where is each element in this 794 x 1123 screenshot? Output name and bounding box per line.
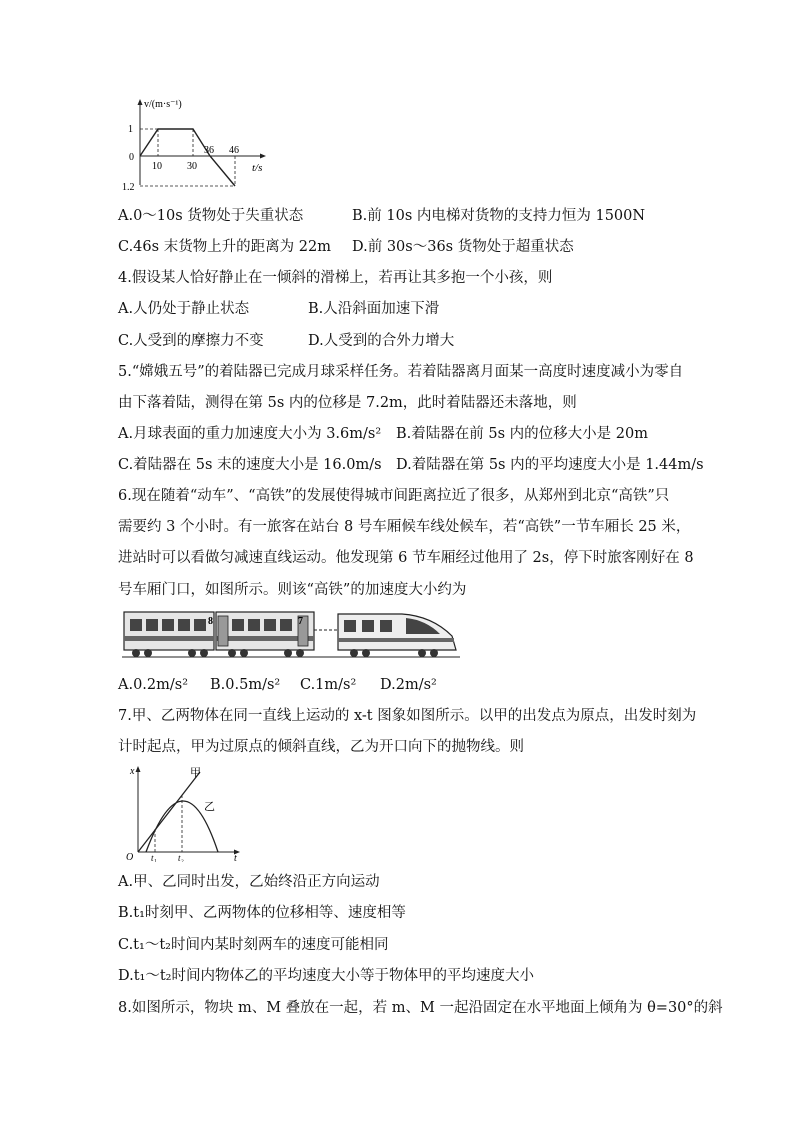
- q5-stem-line2: 由下落着陆，测得在第 5s 内的位移是 7.2m，此时着陆器还未落地，则: [118, 395, 577, 411]
- vt-tick-0: 0: [129, 152, 134, 163]
- q8-stem-line1: 8.如图所示，物块 m、M 叠放在一起，若 m、M 一起沿固定在水平地面上倾角为 θ=30°的斜: [118, 1000, 723, 1016]
- q7-option-c: C.t₁～t₂时间内某时刻两车的速度可能相同: [118, 937, 389, 953]
- xt-t1: t₁: [151, 853, 157, 862]
- vt-tick-36: 36: [204, 145, 214, 156]
- q6-option-d: D.2m/s²: [380, 677, 437, 693]
- vt-tick-1: 1: [128, 124, 133, 135]
- q5-option-b: B.着陆器在前 5s 内的位移大小是 20m: [396, 426, 648, 442]
- q5-option-d: D.着陆器在第 5s 内的平均速度大小是 1.44m/s: [396, 457, 704, 473]
- q5-option-a: A.月球表面的重力加速度大小为 3.6m/s²: [118, 426, 382, 442]
- q7-stem-line2: 计时起点，甲为过原点的倾斜直线，乙为开口向下的抛物线。则: [118, 739, 524, 755]
- q6-option-b: B.0.5m/s²: [210, 677, 281, 693]
- q7-option-d: D.t₁～t₂时间内物体乙的平均速度大小等于物体甲的平均速度大小: [118, 968, 534, 984]
- q6-option-c: C.1m/s²: [300, 677, 357, 693]
- car-label-8: 8: [208, 616, 213, 627]
- vt-tick-46: 46: [229, 145, 239, 156]
- vt-ylabel: v/(m·s⁻¹): [144, 99, 182, 110]
- q3-option-d: D.前 30s～36s 货物处于超重状态: [352, 239, 574, 255]
- vt-tick-10: 10: [152, 161, 162, 172]
- vt-graph: [118, 95, 278, 195]
- q3-option-c: C.46s 末货物上升的距离为 22m: [118, 239, 331, 255]
- q4-stem: 4.假设某人恰好静止在一倾斜的滑梯上，若再让其多抱一个小孩，则: [118, 270, 553, 286]
- vt-tick-neg: 1.2: [122, 182, 135, 193]
- xt-label-jia: 甲: [190, 767, 201, 779]
- q7-stem-line1: 7.甲、乙两物体在同一直线上运动的 x-t 图象如图所示。以甲的出发点为原点，出发时刻为: [118, 708, 697, 724]
- vt-xlabel: t/s: [252, 162, 263, 174]
- q4-option-d: D.人受到的合外力增大: [308, 333, 455, 349]
- q4-option-a: A.人仍处于静止状态: [118, 301, 250, 317]
- q6-stem-line4: 号车厢门口，如图所示。则该“高铁”的加速度大小约为: [118, 582, 467, 598]
- car-label-7: 7: [298, 616, 303, 627]
- xt-xlabel: x: [130, 766, 135, 777]
- xt-label-yi: 乙: [204, 801, 215, 813]
- vt-tick-30: 30: [187, 161, 197, 172]
- train-figure: [122, 606, 460, 666]
- q3-option-b: B.前 10s 内电梯对货物的支持力恒为 1500N: [352, 208, 646, 224]
- q6-stem-line3: 进站时可以看做匀减速直线运动。他发现第 6 节车厢经过他用了 2s，停下时旅客刚好在 8: [118, 550, 694, 566]
- q5-stem-line1: 5.“嫦娥五号”的着陆器已完成月球采样任务。若着陆器离月面某一高度时速度减小为零自: [118, 364, 684, 380]
- q7-option-a: A.甲、乙同时出发，乙始终沿正方向运动: [118, 874, 380, 890]
- xt-t2: t₂: [178, 853, 184, 862]
- q6-stem-line1: 6.现在随着“动车”、“高铁”的发展使得城市间距离拉近了很多，从郑州到北京“高铁”只: [118, 488, 670, 504]
- q3-option-a: A.0～10s 货物处于失重状态: [118, 208, 304, 224]
- q6-stem-line2: 需要约 3 个小时。有一旅客在站台 8 号车厢候车线处候车，若“高铁”一节车厢长 25 米，: [118, 519, 691, 535]
- q4-option-b: B.人沿斜面加速下滑: [308, 301, 440, 317]
- xt-tlabel: t: [234, 853, 237, 862]
- xt-origin: O: [126, 852, 134, 862]
- q6-option-a: A.0.2m/s²: [118, 677, 189, 693]
- xt-graph: [118, 762, 248, 862]
- q5-option-c: C.着陆器在 5s 末的速度大小是 16.0m/s: [118, 457, 382, 473]
- q7-option-b: B.t₁时刻甲、乙两物体的位移相等、速度相等: [118, 905, 406, 921]
- q4-option-c: C.人受到的摩擦力不变: [118, 333, 264, 349]
